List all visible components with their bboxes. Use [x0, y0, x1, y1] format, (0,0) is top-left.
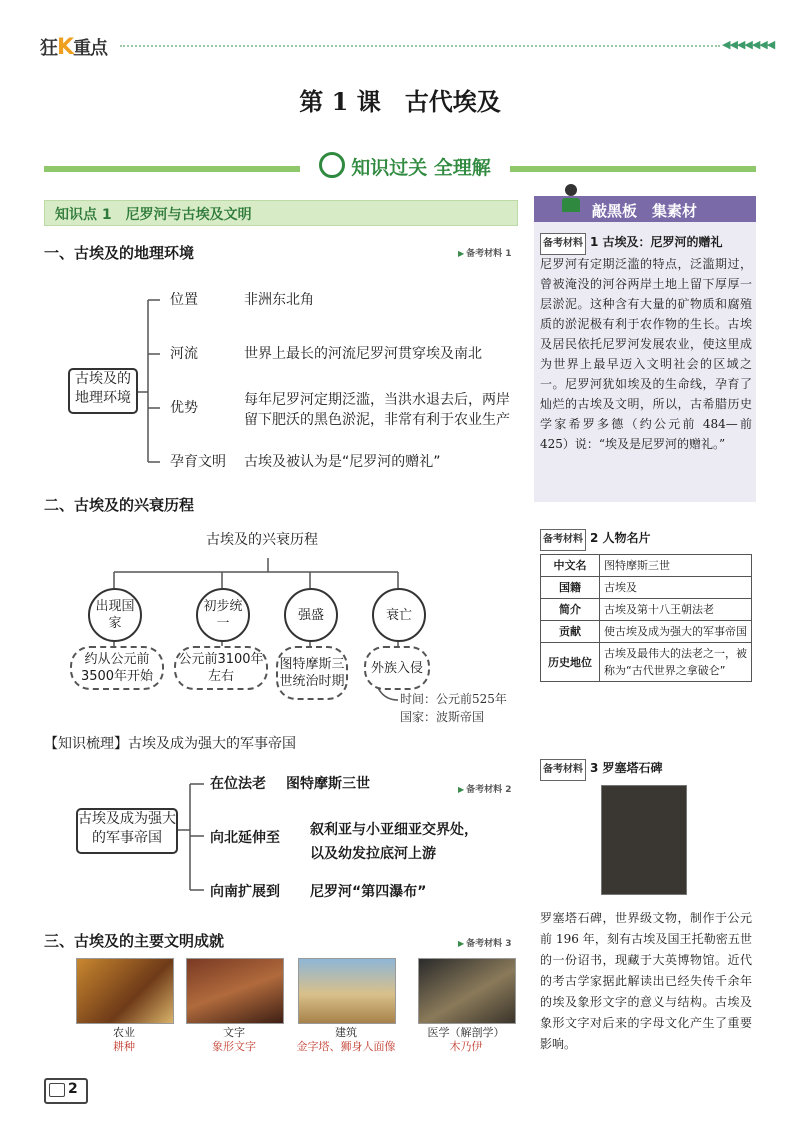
mil-key-north: 向北延伸至: [210, 830, 280, 846]
mil-val-south: 尼罗河“第四瀑布”: [310, 884, 427, 900]
material-1-text: 尼罗河有定期泛滥的特点，泛滥期过，曾被淹没的河谷两岸土地上留下厚厚一层淤泥。这种含有大量的矿物质和腐殖质的淤泥极有利于农作物的生长。古埃及居民依托尼罗河发展农业，使这里成为世界上最早迈入文明社会的区域之一。尼罗河犹如埃及的生命线，孕育了灿烂的古埃及文明，所以，古希腊历史学家希罗多德（约公元前 484—前 425）说：“埃及是尼罗河的赠礼。”: [540, 257, 752, 451]
section-banner: 知识过关 全理解: [300, 152, 510, 180]
brand-logo: 狂K重点: [40, 35, 108, 60]
section-1-ref: ▶ 备考材料 1: [458, 246, 512, 259]
sidebar-header: 敲黑板 集素材: [534, 196, 756, 222]
geo-val-advantage: 每年尼罗河定期泛滥，当洪水退去后，两岸留下肥沃的黑色淤泥，非常有利于农业生产: [244, 392, 510, 428]
hieroglyph-photo: [186, 958, 284, 1024]
geo-val-civilization: 古埃及被认为是“尼罗河的赠礼”: [244, 454, 441, 470]
rosetta-stone-image: [601, 785, 687, 895]
handwritten-note-country: 国家：波斯帝国: [400, 710, 485, 724]
table-row: 简介 古埃及第十八王朝法老: [541, 599, 752, 621]
material-3-text: 罗塞塔石碑，世界级文物，制作于公元前 196 年，刻有古埃及国王托勒密五世的一份诏书，现藏于大英博物馆。近代的考古学家据此解读出已经失传千余年的埃及象形文字的意义与结构。古埃及象形文字对后来的字母文化产生了重要影响。: [540, 911, 752, 1051]
achievement-note-1: 耕种: [113, 1040, 135, 1053]
section-2-heading: 二、古埃及的兴衰历程: [44, 496, 195, 514]
stage-circle-1: 出现国家: [88, 588, 142, 642]
mil-val-north-2: 以及幼发拉底河上游: [310, 846, 436, 862]
mummy-photo: [418, 958, 516, 1024]
section-1-heading: 一、古埃及的地理环境: [44, 244, 195, 262]
geo-key-advantage: 优势: [170, 400, 198, 416]
achievement-label-3: 建筑: [335, 1026, 357, 1039]
achievement-note-2: 象形文字: [212, 1040, 256, 1053]
geo-center-box: 古埃及的地理环境: [68, 368, 138, 414]
section-3-heading: 三、古埃及的主要文明成就: [44, 932, 225, 950]
handwritten-note-time: 时间：公元前525年: [400, 692, 507, 706]
header-arrows-icon: ◀◀◀◀◀◀◀: [722, 38, 775, 51]
timeline-title: 古埃及的兴衰历程: [206, 532, 318, 548]
material-1-header: 备考材料 1 古埃及：尼罗河的赠礼: [540, 232, 752, 255]
material-2-header: 备考材料 2 人物名片: [540, 528, 752, 551]
table-row: 历史地位 古埃及最伟大的法老之一，被称为“古代世界之拿破仑”: [541, 643, 752, 682]
achievement-label-1: 农业: [113, 1026, 135, 1039]
stage-circle-2: 初步统一: [196, 588, 250, 642]
achievement-note-3: 金字塔、狮身人面像: [296, 1040, 396, 1053]
table-row: 贡献 使古埃及成为强大的军事帝国: [541, 621, 752, 643]
stage-note-3: 图特摩斯三世统治时期: [276, 646, 348, 700]
knowledge-summary: 【知识梳理】古埃及成为强大的军事帝国: [44, 736, 296, 752]
table-row: 中文名 图特摩斯三世: [541, 555, 752, 577]
stage-circle-3: 强盛: [284, 588, 338, 642]
mil-val-pharaoh: 图特摩斯三世: [286, 776, 370, 792]
student-desk-icon: [560, 184, 582, 214]
achievement-label-4: 医学（解剖学）: [427, 1026, 505, 1039]
geo-val-location: 非洲东北角: [244, 292, 314, 308]
person-card-table: [540, 554, 752, 682]
geo-val-river: 世界上最长的河流尼罗河贯穿埃及南北: [244, 346, 482, 362]
material-3-header: 备考材料 3 罗塞塔石碑: [540, 758, 752, 781]
geo-key-civilization: 孕育文明: [170, 454, 226, 470]
pyramid-photo: [298, 958, 396, 1024]
geo-key-location: 位置: [170, 292, 198, 308]
mil-val-north-1: 叙利亚与小亚细亚交界处，: [310, 822, 478, 838]
stage-note-1: 约从公元前3500年开始: [70, 646, 164, 690]
achievement-label-2: 文字: [223, 1026, 245, 1039]
knowledge-point-bar: 知识点 1 尼罗河与古埃及文明: [44, 200, 518, 226]
mil-key-pharaoh: 在位法老: [210, 776, 266, 792]
table-row: 国籍 古埃及: [541, 577, 752, 599]
achievement-note-4: 木乃伊: [449, 1040, 483, 1053]
section-2-ref: ▶ 备考材料 2: [458, 782, 512, 795]
stage-note-4: 外族入侵: [364, 646, 430, 690]
book-icon: [49, 1083, 65, 1097]
section-3-ref: ▶ 备考材料 3: [458, 936, 512, 949]
agriculture-photo: [76, 958, 174, 1024]
page-title: 第 1 课 古代埃及: [299, 87, 501, 116]
page-number-badge: 2: [44, 1078, 88, 1104]
stage-note-2: 公元前3100年左右: [174, 646, 268, 690]
military-center-box: 古埃及成为强大的军事帝国: [76, 808, 178, 854]
geo-key-river: 河流: [170, 346, 198, 362]
stage-circle-4: 衰亡: [372, 588, 426, 642]
mil-key-south: 向南扩展到: [210, 884, 280, 900]
